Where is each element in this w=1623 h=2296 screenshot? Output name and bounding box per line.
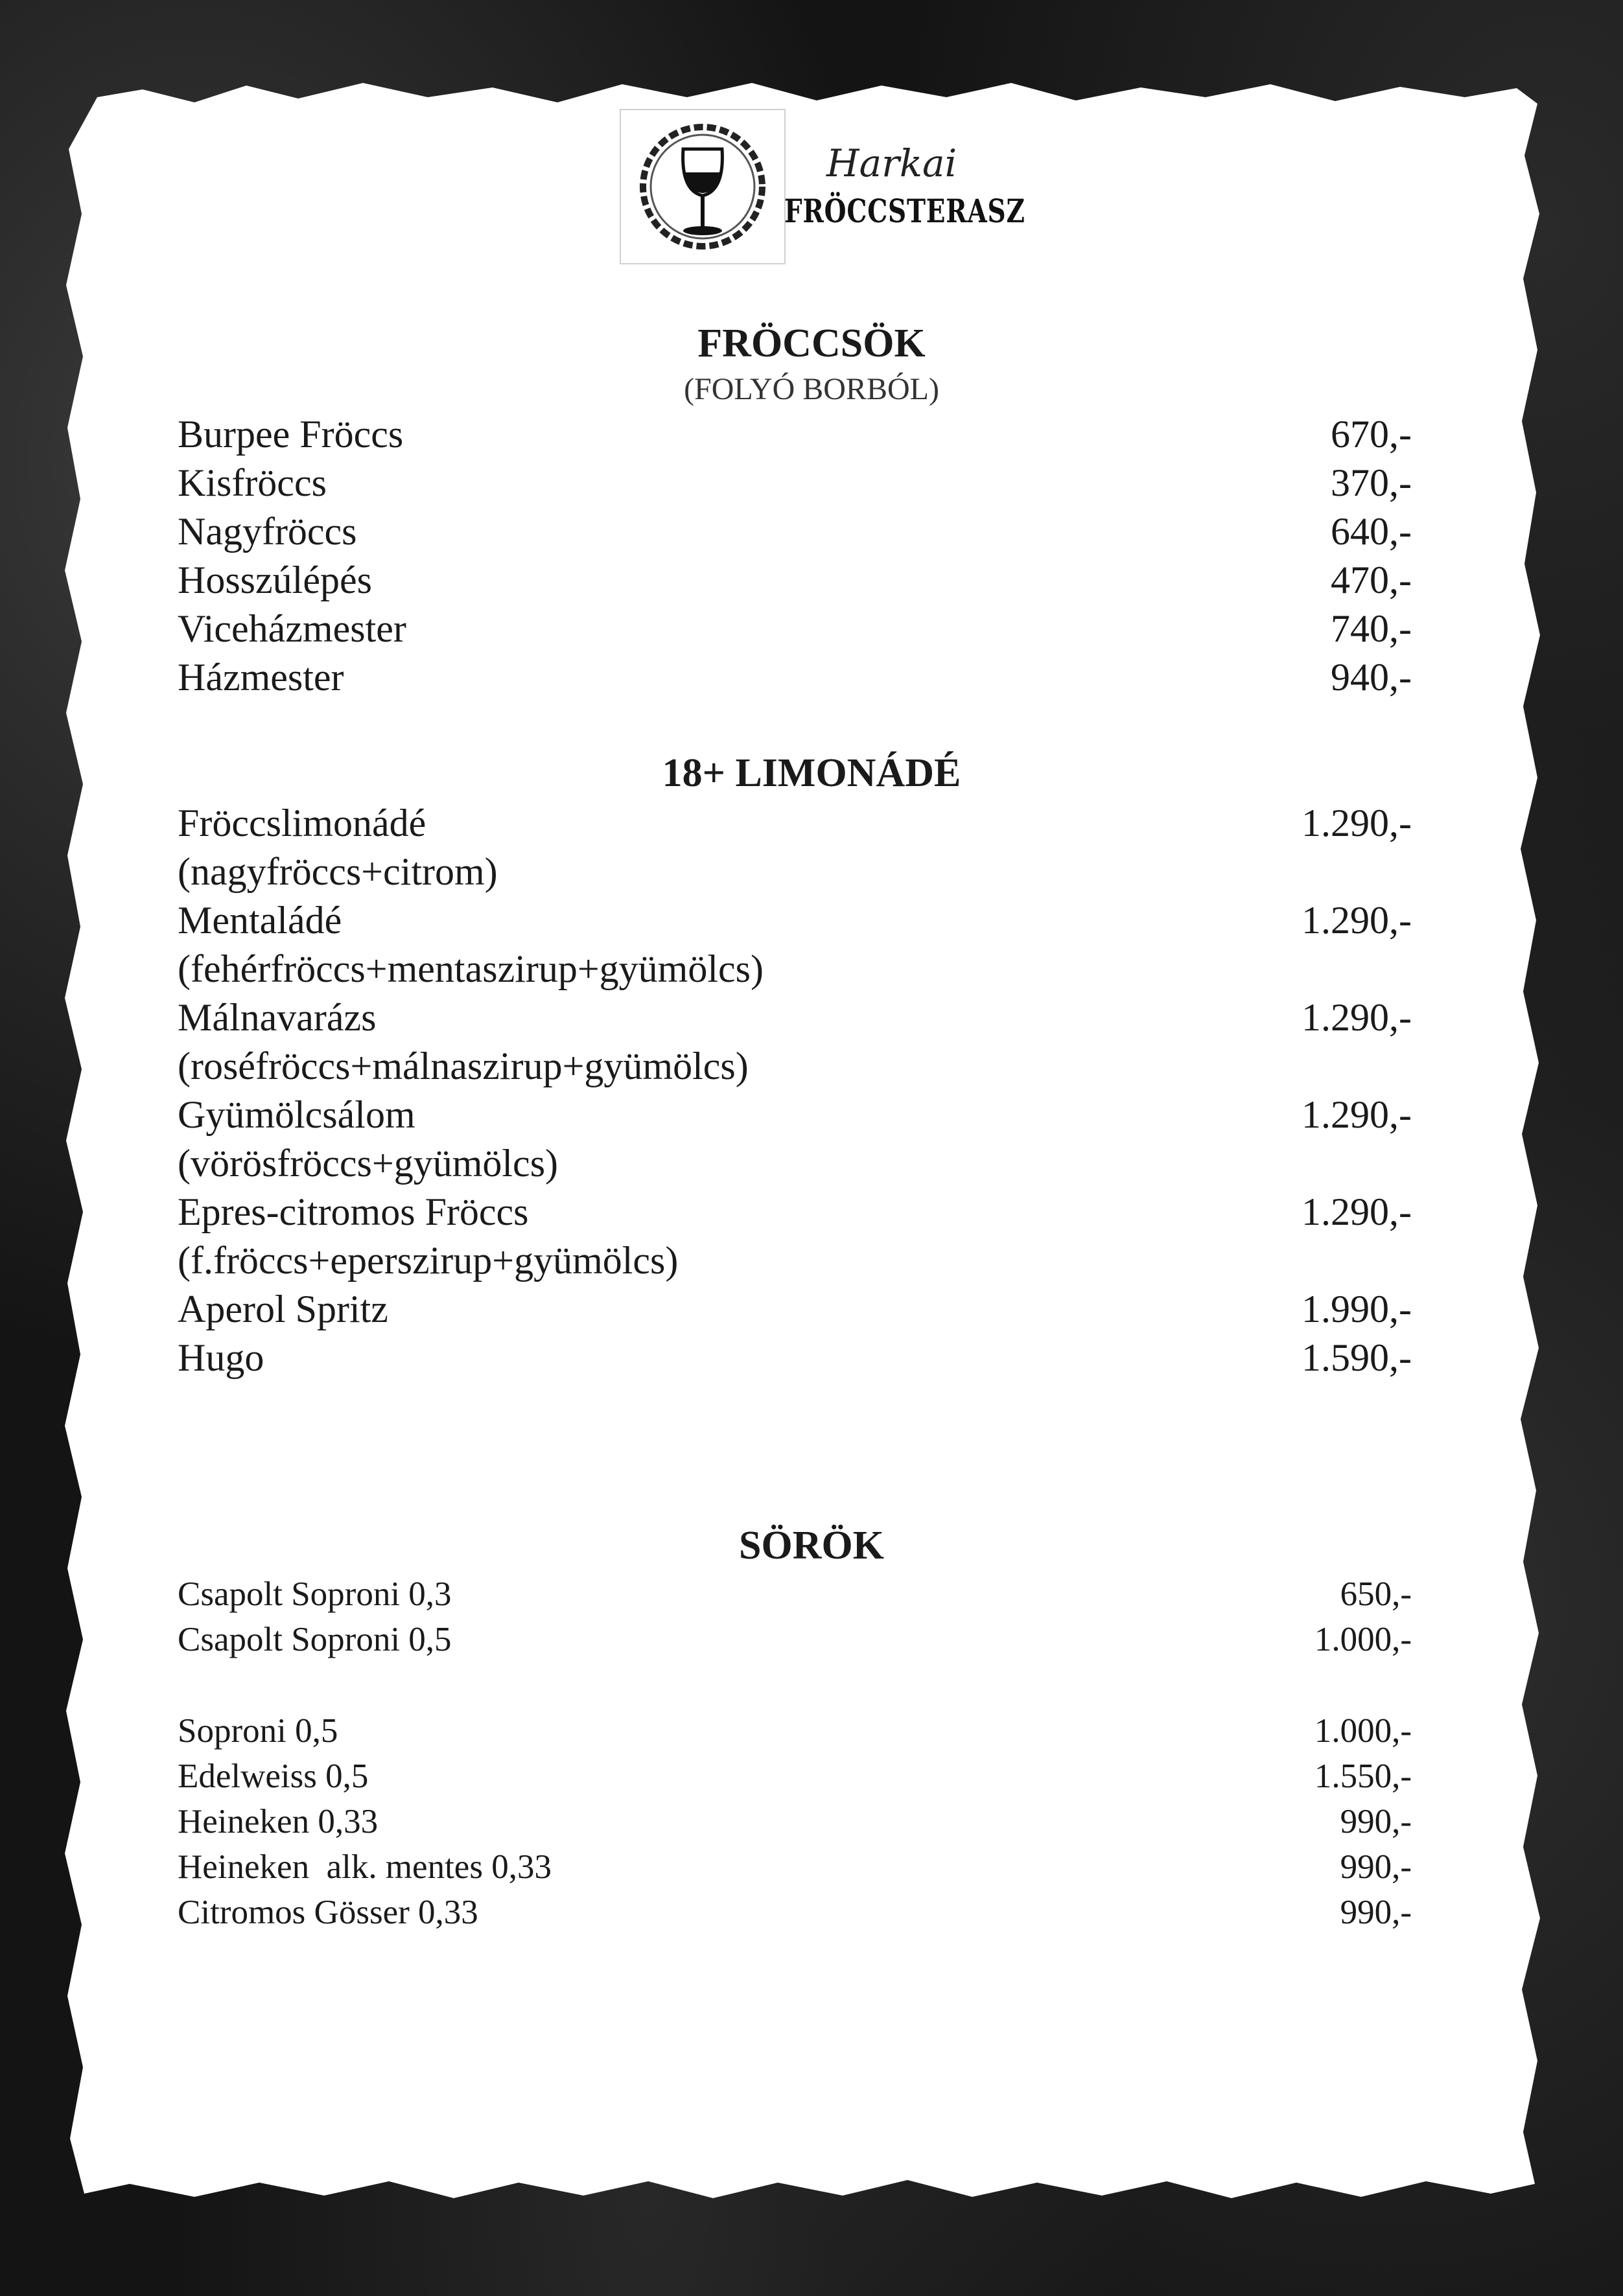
item-price: 1.290,-: [1302, 1190, 1412, 1233]
menu-item: [178, 1571, 1412, 1617]
menu-item: [178, 896, 1412, 945]
logo-brand-text: FRÖCCSTERASZ: [784, 192, 1025, 230]
menu-item-description: [178, 1042, 1412, 1091]
section-title-sorok: SÖRÖK: [739, 1524, 884, 1568]
item-price: 650,-: [1340, 1575, 1412, 1613]
section-title-froccsok: FRÖCCSÖK: [697, 321, 926, 365]
item-price: 1.590,-: [1302, 1336, 1412, 1379]
wine-glass-icon: [630, 119, 775, 254]
item-name: Heineken alk. mentes 0,33: [178, 1848, 552, 1886]
item-name: Burpee Fröccs: [178, 413, 404, 456]
item-price: 470,-: [1331, 559, 1412, 601]
item-price: 1.290,-: [1302, 996, 1412, 1039]
item-name: Aperol Spritz: [178, 1288, 388, 1330]
item-name: Mentaládé: [178, 899, 342, 942]
item-price: 670,-: [1331, 413, 1412, 456]
menu-item: [178, 410, 1412, 459]
item-name: Heineken 0,33: [178, 1803, 379, 1840]
menu-item: [178, 993, 1412, 1042]
item-name: Fröccslimonádé: [178, 802, 426, 844]
menu-item: [178, 1285, 1412, 1334]
item-price: 990,-: [1340, 1803, 1412, 1840]
item-name: Csapolt Soproni 0,3: [178, 1575, 452, 1613]
menu-item: [178, 1708, 1412, 1754]
item-name: Viceházmester: [178, 607, 406, 650]
item-price: 1.550,-: [1314, 1757, 1412, 1795]
item-price: 1.000,-: [1314, 1712, 1412, 1750]
item-name: Epres-citromos Fröccs: [178, 1190, 529, 1233]
menu-item: [178, 1334, 1412, 1382]
section-subtitle-froccsok: (FOLYÓ BORBÓL): [684, 372, 939, 406]
logo-script-text: Harkai: [826, 141, 957, 185]
menu-item: [178, 1754, 1412, 1799]
menu-item: [178, 1617, 1412, 1662]
item-name: Edelweiss 0,5: [178, 1757, 369, 1795]
item-price: 990,-: [1340, 1848, 1412, 1886]
item-name: Málnavarázs: [178, 996, 377, 1039]
item-name: Házmester: [178, 656, 344, 699]
item-price: 1.290,-: [1302, 899, 1412, 942]
menu-item-description: [178, 1236, 1412, 1285]
menu-item: [178, 1188, 1412, 1236]
item-name: Kisfröccs: [178, 461, 327, 504]
item-price: 1.000,-: [1314, 1621, 1412, 1658]
item-description: (fehérfröccs+mentaszirup+gyümölcs): [178, 947, 764, 990]
item-price: 1.990,-: [1302, 1288, 1412, 1330]
item-name: Hosszúlépés: [178, 559, 372, 601]
item-price: 640,-: [1331, 510, 1412, 553]
menu-item-description: [178, 848, 1412, 896]
item-price: 1.290,-: [1302, 802, 1412, 844]
item-price: 740,-: [1331, 607, 1412, 650]
menu-item-description: [178, 945, 1412, 993]
menu-item: [178, 1091, 1412, 1139]
menu-item: [178, 1799, 1412, 1844]
section-title-limonade: 18+ LIMONÁDÉ: [662, 751, 961, 795]
item-description: (f.fröccs+eperszirup+gyümölcs): [178, 1239, 679, 1282]
item-price: 940,-: [1331, 656, 1412, 699]
menu-item: [178, 799, 1412, 848]
menu-item: [178, 459, 1412, 507]
item-description: (roséfröccs+málnaszirup+gyümölcs): [178, 1045, 749, 1087]
item-description: (vörösfröccs+gyümölcs): [178, 1142, 559, 1185]
menu-item: [178, 507, 1412, 556]
item-name: Soproni 0,5: [178, 1712, 338, 1750]
item-name: Citromos Gösser 0,33: [178, 1894, 478, 1931]
logo: [620, 109, 786, 264]
item-name: Gyümölcsálom: [178, 1093, 415, 1136]
menu-item: [178, 556, 1412, 605]
item-name: Nagyfröccs: [178, 510, 357, 553]
menu-item-description: [178, 1139, 1412, 1188]
item-name: Hugo: [178, 1336, 264, 1379]
item-price: 370,-: [1331, 461, 1412, 504]
menu-item: [178, 653, 1412, 702]
menu-item: [178, 1844, 1412, 1890]
item-price: 1.290,-: [1302, 1093, 1412, 1136]
item-price: 990,-: [1340, 1894, 1412, 1931]
item-description: (nagyfröccs+citrom): [178, 850, 498, 893]
menu-item: [178, 1890, 1412, 1935]
menu-item: [178, 605, 1412, 653]
item-name: Csapolt Soproni 0,5: [178, 1621, 452, 1658]
